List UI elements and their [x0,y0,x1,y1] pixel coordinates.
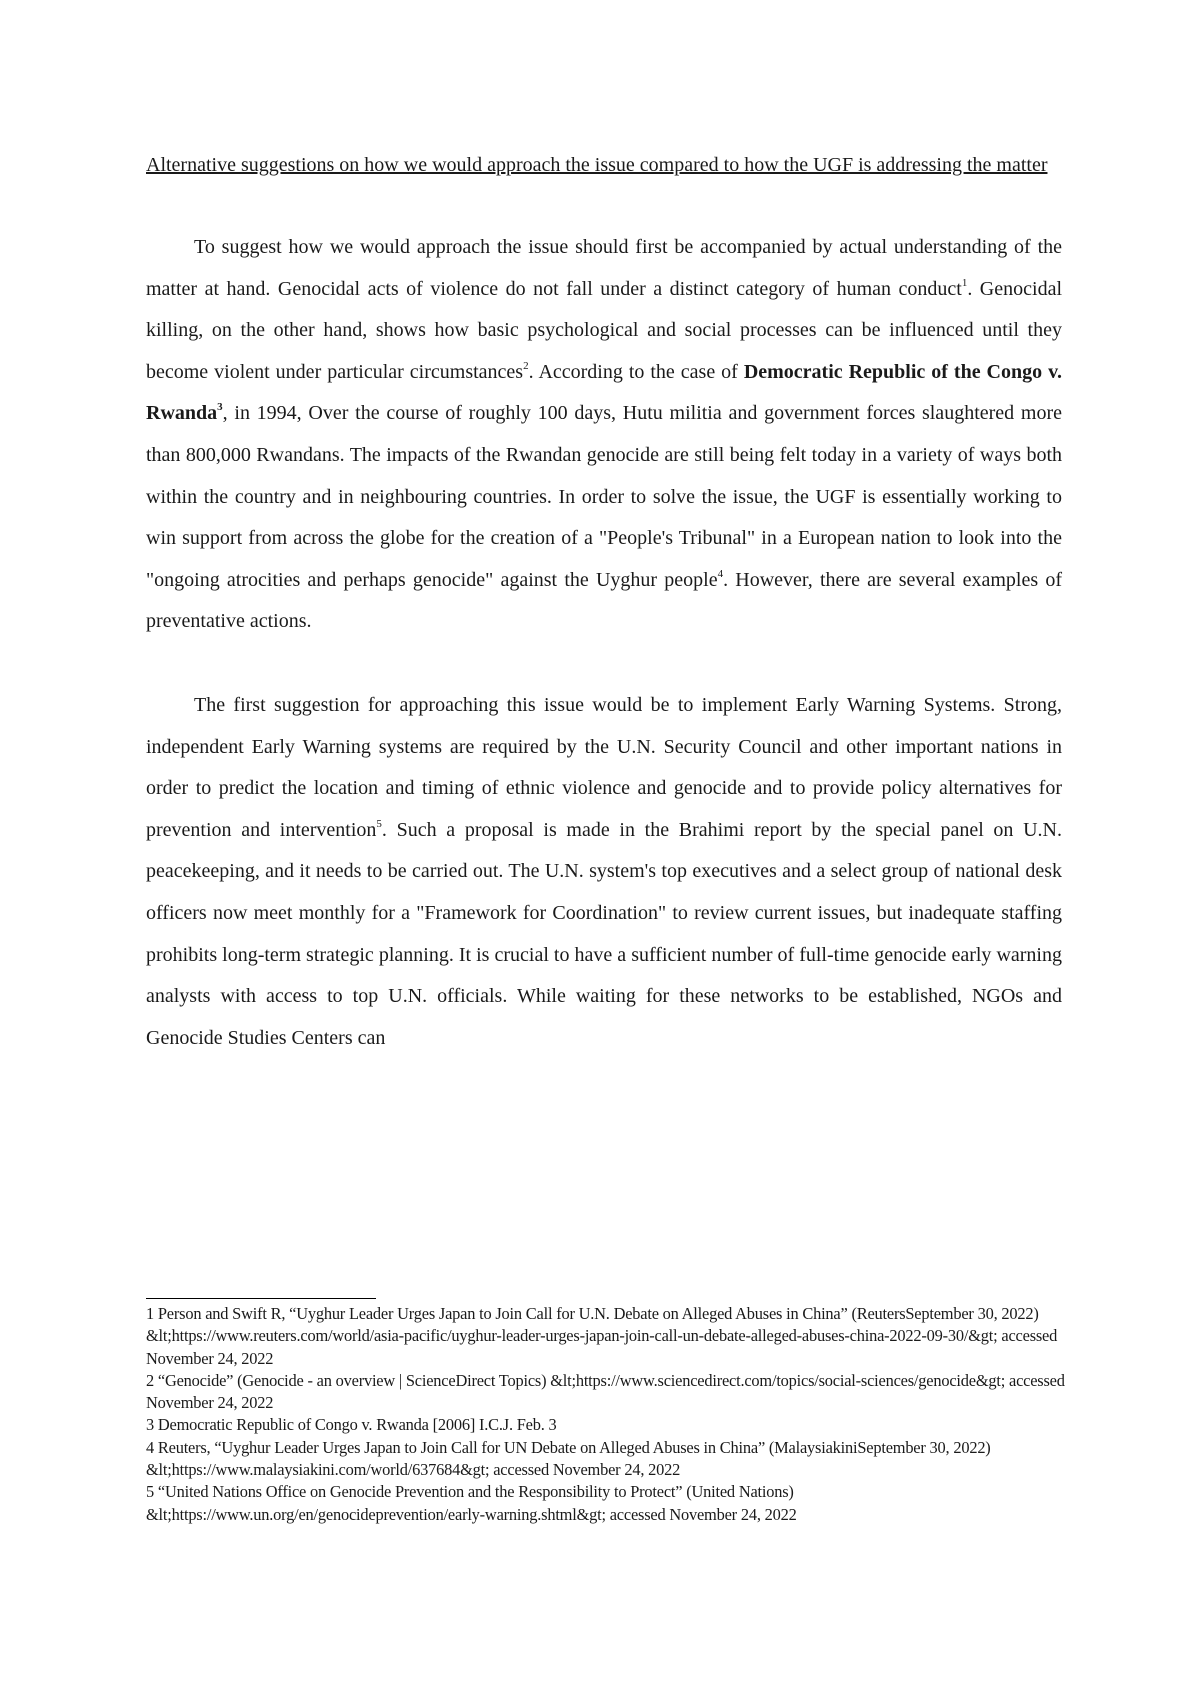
paragraph-1-text-b: . Genocidal killing, on the other hand, shows how basic psychological and social processes can be influenced until they become violent under particular circumstances [146,277,1062,383]
footnote-1: 1 Person and Swift R, “Uyghur Leader Urges Japan to Join Call for U.N. Debate on Alleged Abuses in China” (ReutersSeptember 30, 2022) &lt;https://www.reuters.com/world/asia-pacific/uyghur-leader-urges-japan-join-call-un-debate-alleged-abuses-china-2022-09-30/&gt; accessed November 24, 2022 [146,1304,1058,1368]
paragraph-2 [146,685,1062,1059]
footnote-4: 4 Reuters, “Uyghur Leader Urges Japan to Join Call for UN Debate on Alleged Abuses in China” (MalaysiakiniSeptember 30, 2022) &lt;https://www.malaysiakini.com/world/637684&gt; accessed November 24, 2022 [146,1437,991,1480]
footnote-3: 3 Democratic Republic of Congo v. Rwanda [2006] I.C.J. Feb. 3 [146,1415,557,1435]
paragraph-2-text-b: . Such a proposal is made in the Brahimi report by the special panel on U.N. peacekeeping, and it needs to be carried out. The U.N. system's top executives and a select group of national desk officers now meet monthly for a "Framework for Coordination" to review current issues, but inadequate staffing prohibits long-term strategic planning. It is crucial to have a sufficient number of full-time genocide early warning analysts with access to top U.N. officials. While waiting for these networks to be established, NGOs and Genocide Studies Centers can [146,818,1063,1049]
footnote-ref-4: 4 [717,567,724,580]
paragraph-2-text-a: The first suggestion for approaching this issue would be to implement Early Warning Systems. Strong, independent Early Warning systems are required by the U.N. Security Council and other important nations in order to predict the location and timing of ethnic violence and genocide and to provide policy alternatives for prevention and intervention [146,693,1062,841]
footnote-ref-5: 5 [376,817,382,830]
footnote-5: 5 “United Nations Office on Genocide Prevention and the Responsibility to Protect” (United Nations) &lt;https://www.un.org/en/genocideprevention/early-warning.shtml&gt; accessed November 24, 2022 [146,1482,797,1524]
footnote-2: 2 “Genocide” (Genocide - an overview | ScienceDirect Topics) &lt;https://www.sciencedirect.com/topics/social-sciences/genocide&gt; accessed November 24, 2022 [146,1370,1065,1413]
footnote-separator [146,1298,376,1299]
paragraph-1-text-e: . However, there are several examples of preventative actions. [146,568,1062,633]
paragraph-1 [146,227,1062,643]
case-name: Democratic Republic of the Congo v. Rwanda [146,360,1062,425]
footnote-ref-3-number: 3 [217,401,223,414]
paragraph-1-text-d: , in 1994, Over the course of roughly 100 days, Hutu militia and government forces slaughtered more than 800,000 Rwandans. The impacts of the Rwandan genocide are still being felt today in a variety of ways both within the country and in neighbouring countries. In order to solve the issue, the UGF is essentially working to win support from across the globe for the creation of a "People's Tribunal" in a European nation to look into the "ongoing atrocities and perhaps genocide" against the Uyghur people [146,402,1062,591]
paragraph-1-text-c: . According to the case of [528,360,744,383]
footnote-ref-1: 1 [961,276,968,289]
footnote-ref-2: 2 [523,359,529,372]
document-body [146,144,1062,1059]
footnotes [146,1303,1066,1526]
paragraph-1-text-a: To suggest how we would approach the issue should first be accompanied by actual understanding of the matter at hand. Genocidal acts of violence do not fall under a distinct category of human conduct [146,236,1062,300]
section-heading: Alternative suggestions on how we would approach the issue compared to how the UGF is addressing the matter [146,154,1048,176]
